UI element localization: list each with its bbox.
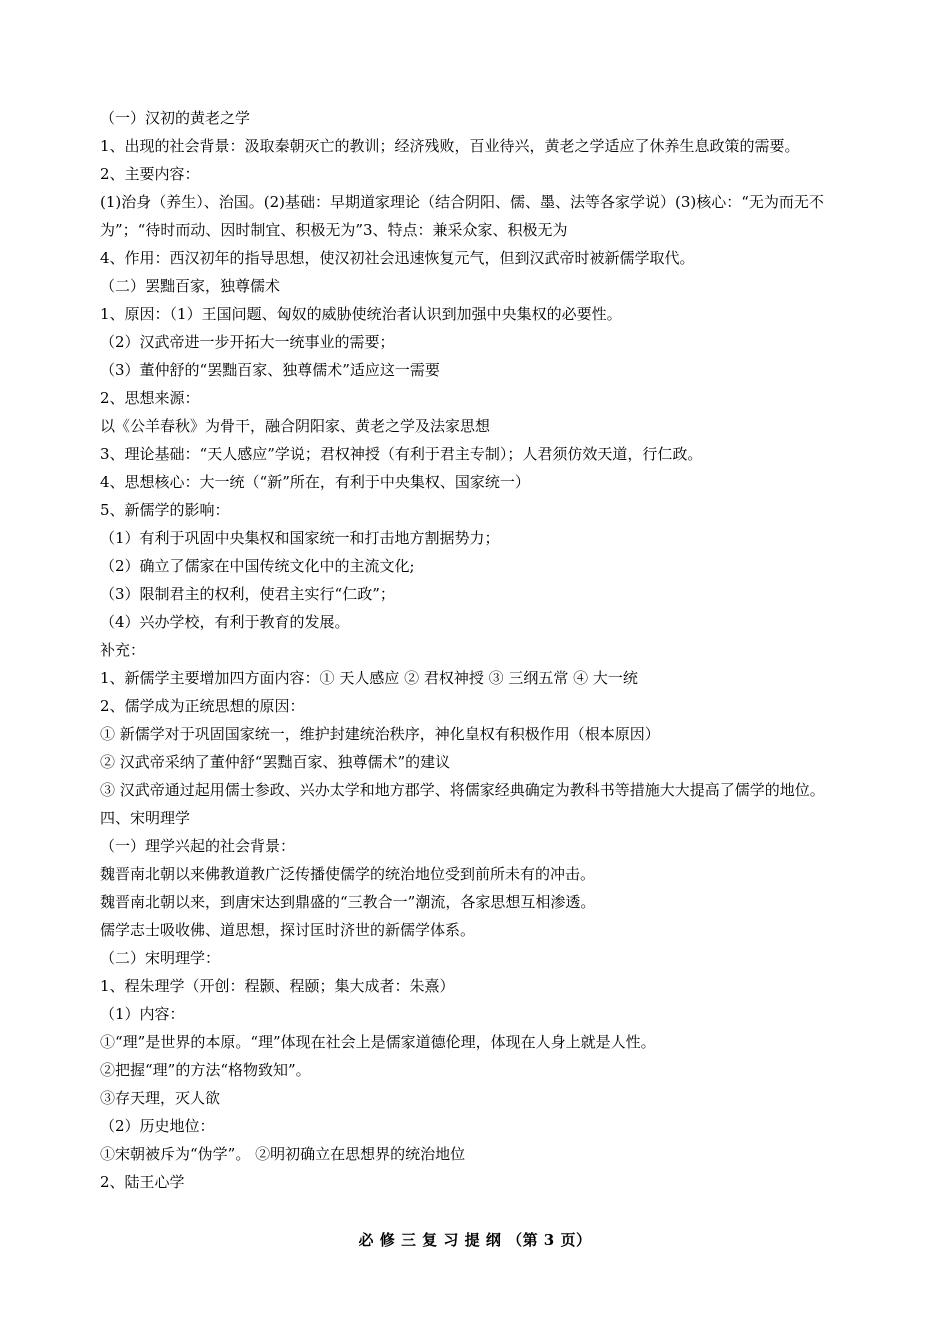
text-line: 魏晋南北朝以来，到唐宋达到鼎盛的“三教合一”潮流，各家思想互相渗透。 <box>100 893 596 911</box>
text-line: ② 汉武帝采纳了董仲舒“罢黜百家、独尊儒术”的建议 <box>100 753 451 771</box>
text-line: 补充： <box>100 641 146 659</box>
text-line: 1、原因：（1）王国问题、匈奴的威胁使统治者认识到加强中央集权的必要性。 <box>100 305 622 323</box>
text-line: （2）确立了儒家在中国传统文化中的主流文化; <box>100 557 415 575</box>
text-line: 2、陆王心学 <box>100 1173 185 1191</box>
text-line: （1）内容： <box>100 1005 185 1023</box>
text-line: 儒学志士吸收佛、道思想，探讨匡时济世的新儒学体系。 <box>100 921 476 939</box>
text-line: 5、新儒学的影响： <box>100 501 230 519</box>
text-line: 四、宋明理学 <box>100 809 191 827</box>
text-line: （3）董仲舒的“罢黜百家、独尊儒术”适应这一需要 <box>100 361 440 379</box>
text-line: （3）限制君主的权利，使君主实行“仁政”； <box>100 585 395 603</box>
text-line: （二）罢黜百家，独尊儒术 <box>100 277 281 295</box>
text-line: （一）理学兴起的社会背景： <box>100 837 296 855</box>
text-line: 2、思想来源： <box>100 389 200 407</box>
text-line: （4）兴办学校，有利于教育的发展。 <box>100 613 350 631</box>
text-line: 以《公羊春秋》为骨干，融合阴阳家、黄老之学及法家思想 <box>100 417 491 435</box>
text-line: （二）宋明理学： <box>100 949 221 967</box>
text-line: 4、思想核心：大一统（“新”所在，有利于中央集权、国家统一） <box>100 473 530 491</box>
text-line: ③存天理，灭人欲 <box>100 1089 221 1107</box>
text-line: 1、程朱理学（开创：程颢、程颐；集大成者：朱熹） <box>100 977 455 995</box>
text-line: 1、新儒学主要增加四方面内容：① 天人感应 ② 君权神授 ③ 三纲五常 ④ 大一统 <box>100 669 638 687</box>
text-line: 2、主要内容： <box>100 165 200 183</box>
text-line: 1、出现的社会背景：汲取秦朝灭亡的教训；经济残败，百业待兴，黄老之学适应了休养生息政策的需要。 <box>100 137 800 155</box>
page-footer: 必 修 三 复 习 提 纲 （第 3 页） <box>358 1231 592 1249</box>
document-body <box>100 104 860 1196</box>
text-line: ②把握“理”的方法“格物致知”。 <box>100 1061 311 1079</box>
text-line: （1）有利于巩固中央集权和国家统一和打击地方割据势力； <box>100 529 500 547</box>
text-line: (1)治身（养生）、治国。(2)基础：早期道家理论（结合阴阳、儒、墨、法等各家学说）(3)核心：“无为而无不为”；“待时而动、因时制宜、积极无为”3、特点：兼采众家、积极无为 <box>100 193 824 239</box>
text-line: ①“理”是世界的本原。“理”体现在社会上是儒家道德伦理，体现在人身上就是人性。 <box>100 1033 656 1051</box>
text-line: 魏晋南北朝以来佛教道教广泛传播使儒学的统治地位受到前所未有的冲击。 <box>100 865 596 883</box>
text-line: （2）历史地位： <box>100 1117 215 1135</box>
text-line: 2、儒学成为正统思想的原因： <box>100 697 305 715</box>
text-line: （一）汉初的黄老之学 <box>100 109 251 127</box>
text-line: 4、作用：西汉初年的指导思想，使汉初社会迅速恢复元气，但到汉武帝时被新儒学取代。 <box>100 249 695 267</box>
text-line: ③ 汉武帝通过起用儒士参政、兴办太学和地方郡学、将儒家经典确定为教科书等措施大大提高了儒学的地位。 <box>100 781 825 799</box>
text-line: ① 新儒学对于巩固国家统一，维护封建统治秩序，神化皇权有积极作用（根本原因） <box>100 725 660 743</box>
text-line: 3、理论基础：“天人感应”学说；君权神授（有利于君主专制）；人君须仿效天道，行仁政。 <box>100 445 703 463</box>
text-line: ①宋朝被斥为“伪学”。 ②明初确立在思想界的统治地位 <box>100 1145 466 1163</box>
text-line: （2）汉武帝进一步开拓大一统事业的需要； <box>100 333 395 351</box>
